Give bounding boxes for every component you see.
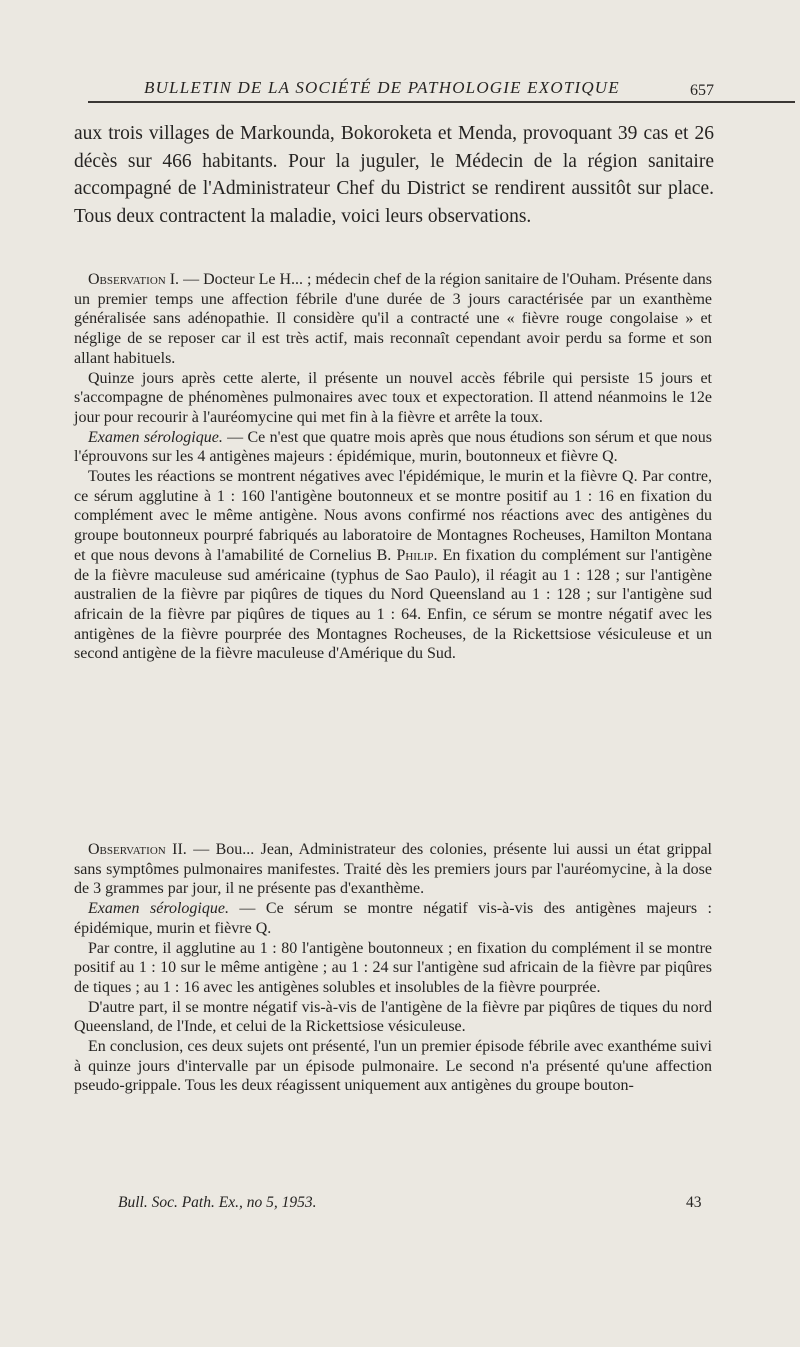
obs1-p3-text: — Ce n'est que quatre mois après que nous étudions son sérum et que nous l'éprouvons sur les 4 antigènes majeurs : épidémique, murin, boutonneux et fièvre Q. — [74, 428, 713, 466]
intro-text: aux trois villages de Markounda, Bokoroketa et Menda, provoquant 39 cas et 26 décès sur 466 habitants. Pour la juguler, le Médecin de la région sanitaire accompagné de l'Administrateur Chef du District se rendirent aussitôt sur place. Tous deux contractent la maladie, voici leurs observations. — [74, 123, 714, 227]
footer-citation: Bull. Soc. Path. Ex., no 5, 1953. — [118, 1194, 317, 1211]
obs1-exam-label: Examen sérologique. — [88, 428, 223, 446]
obs2-p2-text: — Ce sérum se montre négatif vis-à-vis des antigènes majeurs : épidémique, murin et fièvre Q. — [74, 900, 712, 937]
obs1-paragraph-2: Quinze jours après cette alerte, il présente un nouvel accès fébrile qui persiste 15 jours et s'accompagne de phénomènes pulmonaires avec toux et expectoration. Il attend néanmoins le 12e jour pour recourir à l'auréomycine qui met fin à la fièvre et arrête la toux. — [74, 369, 712, 426]
observation-1 — [74, 270, 712, 664]
obs1-p4a-text: Toutes les réactions se montrent négatives avec l'épidémique, le murin et la fièvre Q. Par contre, ce sérum agglutine à 1 : 160 l'antigène boutonneux et se montre positif au 1 : 16 en fixation du complément avec le même antigène. Nous avons confirmé nos réactions avec des antigènes du groupe boutonneux pourpré fabriqués au laboratoire de Montagnes Rocheuses, Hamilton Montana et que nous devons à l'amabilité de Cornelius B. — [74, 468, 712, 564]
obs1-p1-text: — Docteur Le H... ; médecin chef de la région sanitaire de l'Ouham. Présente dans un premier temps une affection fébrile d'une durée de 3 jours caractérisée par un exanthème généralisée sans adénopathie. Il considère qu'il a contracté une « fièvre rouge congolaise » et néglige de se reposer car il est très actif, mais reconnaît cependant avoir perdu sa forme et son allant habituels. — [74, 271, 713, 367]
obs1-paragraph-4 — [74, 467, 712, 664]
header-rule — [88, 101, 795, 103]
obs2-paragraph-3: Par contre, il agglutine au 1 : 80 l'antigène boutonneux ; en fixation du complément il se montre positif au 1 : 10 sur le même antigène ; au 1 : 24 sur l'antigène sud africain de la fièvre par piqûres de tiques ; au 1 : 16 avec les antigènes solubles et insolubles de la fièvre pourprée. — [74, 939, 712, 996]
obs1-author-name: Philip — [396, 546, 434, 564]
obs2-paragraph-1 — [74, 840, 712, 899]
page-footer — [0, 1194, 800, 1218]
conclusion-paragraph: En conclusion, ces deux sujets ont présenté, l'un un premier épisode fébrile avec exanthéme suivi à quinze jours d'intervalle par un épisode pulmonaire. Le second n'a présenté qu'une affection pseudo-grippale. Tous les deux réagissent uniquement aux antigènes du groupe bouton- — [74, 1038, 712, 1095]
intro-paragraph — [74, 120, 714, 230]
obs2-paragraph-4: D'autre part, il se montre négatif vis-à-vis de l'antigène de la fièvre par piqûres de tiques du nord Queensland, de l'Inde, et celui de la Rickettsiose vésiculeuse. — [74, 998, 712, 1036]
signature-mark: 43 — [686, 1194, 702, 1211]
obs1-label: Observation I. — [88, 271, 180, 288]
obs2-p1-text: — Bou... Jean, Administrateur des colonies, présente lui aussi un état grippal sans symptômes pulmonaires manifestes. Traité dès les premiers jours par l'auréomycine, à la dose de 3 grammes par jour, il ne présente pas d'exanthème. — [74, 841, 712, 898]
obs1-paragraph-3 — [74, 428, 712, 467]
obs2-label: Observation II. — [88, 841, 187, 858]
obs2-paragraph-2 — [74, 899, 712, 938]
obs1-p4b-text: . En fixation du complément sur l'antigène de la fièvre maculeuse sud américaine (typhus de Sao Paulo), il réagit au 1 : 128 ; sur l'antigène australien de la fièvre par piqûres de tiques du Nord Queensland au 1 : 128 ; sur l'antigène sud africain de la fièvre par piqûres de tiques au 1 : 64. Enfin, ce sérum se montre négatif avec les antigènes de la fièvre pourprée des Montagnes Rocheuses, de la Rickettsiose vésiculeuse et un second antigène de la fièvre maculeuse d'Amérique du Sud. — [74, 546, 713, 663]
obs2-exam-label: Examen sérologique. — [88, 900, 229, 918]
page-number: 657 — [690, 82, 714, 99]
obs1-paragraph-1 — [74, 270, 712, 369]
journal-title: BULLETIN DE LA SOCIÉTÉ DE PATHOLOGIE EXOTIQUE — [144, 78, 620, 97]
observation-2 — [74, 840, 712, 1096]
